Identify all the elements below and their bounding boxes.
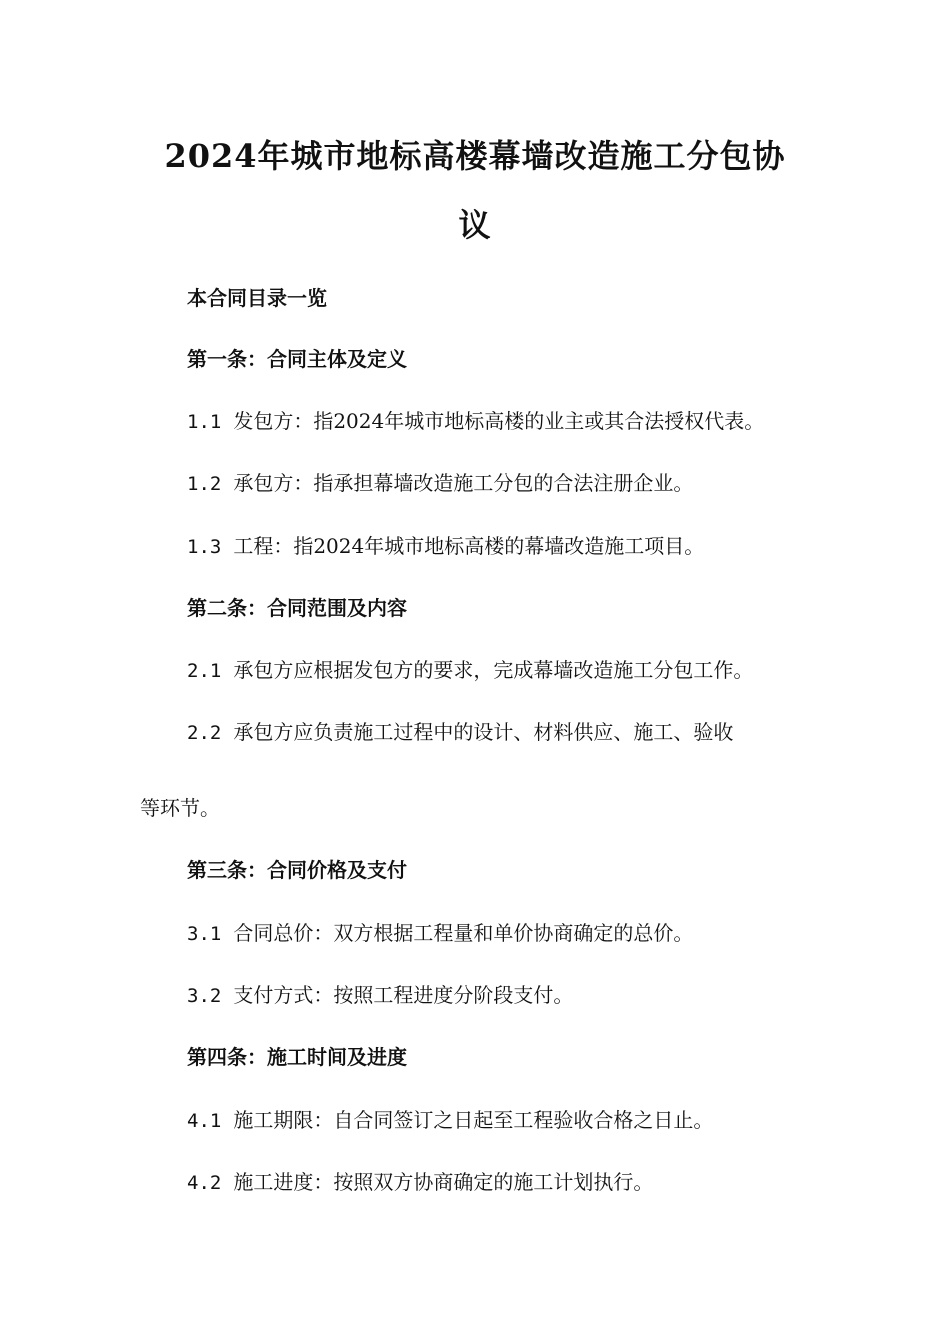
- toc-heading: 本合同目录一览: [187, 286, 327, 310]
- clause-text: 施工期限：自合同签订之日起至工程验收合格之日止。: [233, 1108, 714, 1132]
- clause-text: 承包方应根据发包方的要求，完成幕墙改造施工分包工作。: [233, 658, 754, 682]
- document-title-line-2: 议: [458, 206, 492, 244]
- clause-4-1: [187, 1106, 867, 1135]
- clause-2-2-continuation: 等环节。: [140, 796, 220, 820]
- clause-text: 承包方：指承担幕墙改造施工分包的合法注册企业。: [233, 471, 694, 495]
- clause-3-2: [187, 981, 867, 1010]
- clause-number: 3.2: [187, 985, 222, 1007]
- clause-number: 2.2: [187, 722, 222, 744]
- clause-number: 4.2: [187, 1172, 222, 1194]
- clause-text: 发包方：指2024年城市地标高楼的业主或其合法授权代表。: [233, 409, 765, 433]
- clause-1-1: [187, 407, 867, 436]
- clause-1-2: [187, 469, 867, 498]
- clause-text: 工程：指2024年城市地标高楼的幕墙改造施工项目。: [233, 534, 705, 558]
- section-2-heading: 第二条：合同范围及内容: [187, 596, 407, 620]
- clause-3-1: [187, 919, 867, 948]
- clause-text: 合同总价：双方根据工程量和单价协商确定的总价。: [233, 921, 694, 945]
- clause-number: 1.2: [187, 473, 222, 495]
- clause-2-1: [187, 656, 867, 685]
- section-4-heading: 第四条：施工时间及进度: [187, 1045, 407, 1069]
- clause-number: 2.1: [187, 660, 222, 682]
- clause-text: 支付方式：按照工程进度分阶段支付。: [233, 983, 574, 1007]
- clause-text: 承包方应负责施工过程中的设计、材料供应、施工、验收: [233, 720, 734, 744]
- clause-4-2: [187, 1168, 867, 1197]
- section-3-heading: 第三条：合同价格及支付: [187, 858, 407, 882]
- clause-2-2: [187, 718, 867, 747]
- clause-number: 3.1: [187, 923, 222, 945]
- clause-number: 1.3: [187, 536, 222, 558]
- clause-number: 1.1: [187, 411, 222, 433]
- clause-1-3: [187, 532, 867, 561]
- section-1-heading: 第一条：合同主体及定义: [187, 347, 407, 371]
- clause-number: 4.1: [187, 1110, 222, 1132]
- document-title-line-1: 2024年城市地标高楼幕墙改造施工分包协: [164, 137, 786, 175]
- clause-text: 施工进度：按照双方协商确定的施工计划执行。: [233, 1170, 654, 1194]
